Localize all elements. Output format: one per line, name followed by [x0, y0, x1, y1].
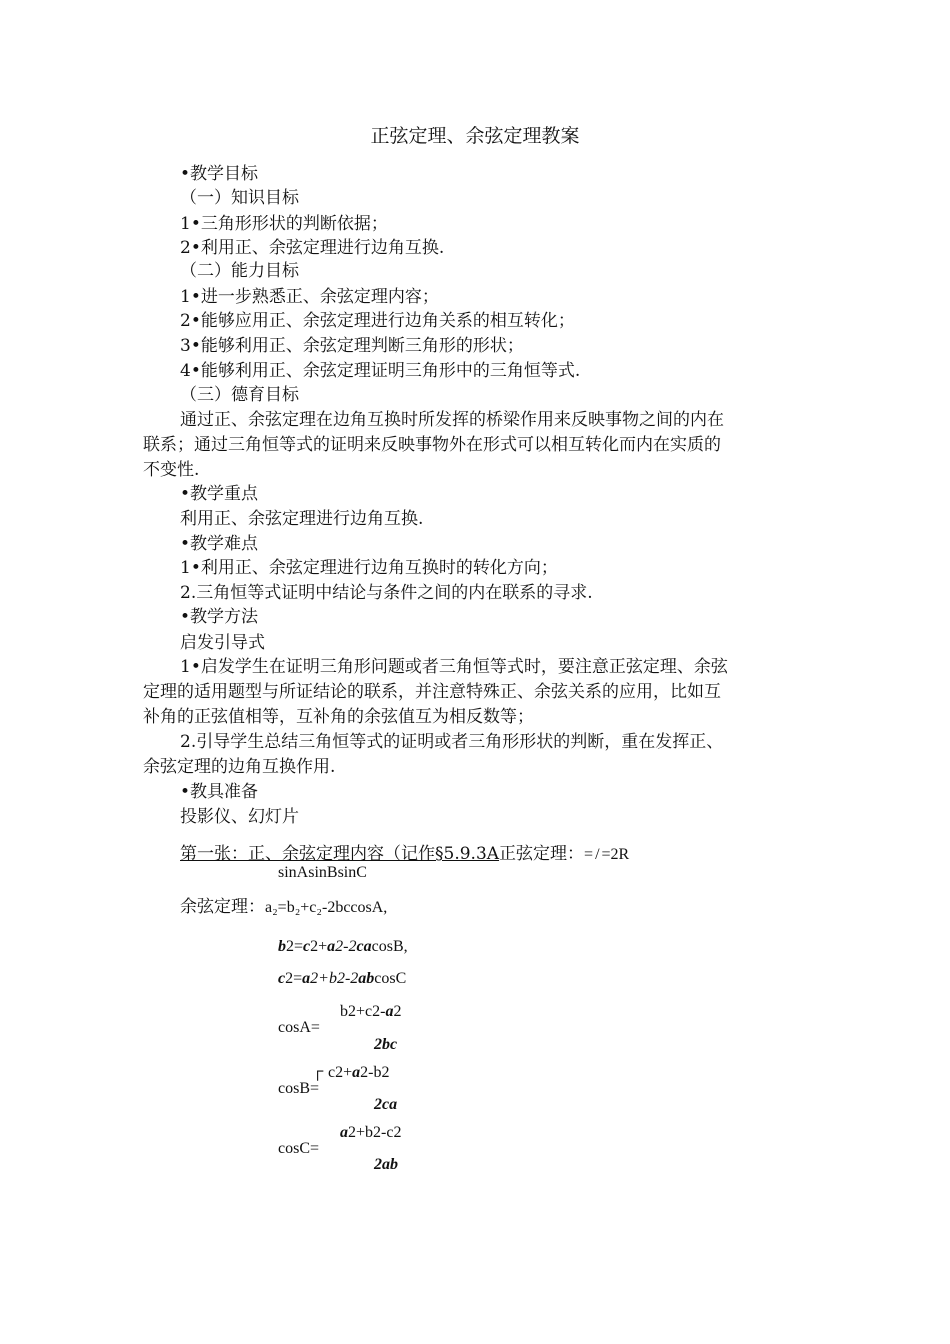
- cosC-numerator: [340, 1124, 401, 1142]
- formula-part: 2+: [310, 938, 328, 955]
- formula-part: 2-b2: [360, 1064, 390, 1081]
- text-line: 4•能够利用正、余弦定理证明三角形中的三角恒等式.: [180, 361, 581, 381]
- formula-part: c: [303, 938, 311, 955]
- text-line: 利用正、余弦定理进行边角互换.: [180, 509, 424, 529]
- cosC-label: cosC=: [278, 1140, 320, 1157]
- text-line: •教学重点: [180, 484, 259, 504]
- sine-law-fraction-mark: =: [584, 846, 594, 863]
- formula-part: cosB,: [371, 938, 408, 955]
- formula-part: b: [278, 938, 286, 955]
- text-line: （一）知识目标: [180, 188, 299, 208]
- cosA-denominator: 2bc: [374, 1036, 398, 1053]
- text-line: 3•能够利用正、余弦定理判断三角形的形状；: [180, 336, 524, 356]
- formula-b-squared: [278, 938, 408, 956]
- formula-part: b2+c2-: [340, 1003, 386, 1020]
- cosB-label: cosB=: [278, 1080, 320, 1097]
- formula-part: a: [385, 1003, 394, 1020]
- document-title: 正弦定理、余弦定理教案: [370, 125, 580, 147]
- formula-part: 2+b2-2: [310, 970, 359, 987]
- sine-law-slash-mark: /: [595, 846, 600, 863]
- formula-part: a: [352, 1064, 361, 1081]
- text-line: 2•能够应用正、余弦定理进行边角关系的相互转化；: [180, 311, 575, 331]
- text-line: 投影仪、幻灯片: [180, 807, 299, 827]
- text-line: 1•利用正、余弦定理进行边角互换时的转化方向；: [180, 558, 558, 578]
- formula-part: a: [340, 1124, 348, 1141]
- text-line: •教学目标: [180, 164, 259, 184]
- formula-part: 2=: [285, 970, 303, 987]
- formula-part: ca: [356, 938, 372, 955]
- cosC-denominator: 2ab: [374, 1156, 398, 1173]
- text-line: 不变性.: [143, 460, 200, 480]
- text-line: 1•进一步熟悉正、余弦定理内容；: [180, 287, 439, 307]
- formula-part: 2=: [286, 938, 304, 955]
- cosA-label: cosA=: [278, 1019, 320, 1036]
- text-line: 1•启发学生在证明三角形问题或者三角恒等式时，要注意正弦定理、余弦: [180, 657, 728, 677]
- formula-part: 2: [393, 1003, 402, 1020]
- formula-part: a: [302, 970, 311, 987]
- cosB-denominator: 2ca: [374, 1096, 398, 1113]
- slide-heading-line: [180, 843, 629, 866]
- text-line: •教具准备: [180, 782, 259, 802]
- text-line: •教学难点: [180, 534, 259, 554]
- formula-part: ab: [358, 970, 375, 987]
- sine-law-denominators: sinAsinBsinC: [278, 864, 367, 881]
- text-line: 2•利用正、余弦定理进行边角互换.: [180, 238, 445, 258]
- text-line: 通过正、余弦定理在边角互换时所发挥的桥梁作用来反映事物之间的内在: [180, 410, 724, 430]
- cosA-numerator: [340, 1003, 401, 1021]
- text-line: 联系；通过三角恒等式的证明来反映事物外在形式可以相互转化而内在实质的: [143, 435, 721, 455]
- sine-law-label: 正弦定理：: [499, 844, 585, 864]
- formula-c-squared: [278, 970, 406, 988]
- text-line: 1•三角形形状的判断依据；: [180, 214, 388, 234]
- cosB-numerator: [328, 1064, 389, 1082]
- cosine-law-line: [180, 896, 387, 919]
- text-line: 启发引导式: [180, 633, 265, 653]
- text-line: （三）德育目标: [180, 385, 299, 405]
- text-line: 2.三角恒等式证明中结论与条件之间的内在联系的寻求.: [180, 583, 593, 603]
- formula-part: a: [327, 938, 336, 955]
- formula-a-squared: a₂=b₂+c₂-2bccosA,: [265, 899, 388, 916]
- cosine-law-label: 余弦定理：: [180, 897, 265, 917]
- text-line: 定理的适用题型与所证结论的联系，并注意特殊正、余弦关系的应用，比如互: [143, 682, 721, 702]
- formula-part: cosC: [374, 970, 407, 987]
- text-line: （二）能力目标: [180, 261, 299, 281]
- formula-part: 2-2: [335, 938, 357, 955]
- formula-part: 2+b2-c2: [348, 1124, 402, 1141]
- formula-part: c: [278, 970, 286, 987]
- slide-heading: 第一张：正、余弦定理内容（记作§5.9.3A: [180, 844, 500, 864]
- text-line: 补角的正弦值相等，互补角的余弦值互为相反数等；: [143, 707, 534, 727]
- text-line: 2.引导学生总结三角恒等式的证明或者三角形形状的判断，重在发挥正、: [180, 732, 724, 752]
- formula-part: c2+: [328, 1064, 353, 1081]
- sine-law-tail: =2R: [601, 846, 630, 863]
- cosB-radical-mark: ┌: [312, 1063, 324, 1080]
- text-line: 余弦定理的边角互换作用.: [143, 757, 336, 777]
- text-line: •教学方法: [180, 607, 259, 627]
